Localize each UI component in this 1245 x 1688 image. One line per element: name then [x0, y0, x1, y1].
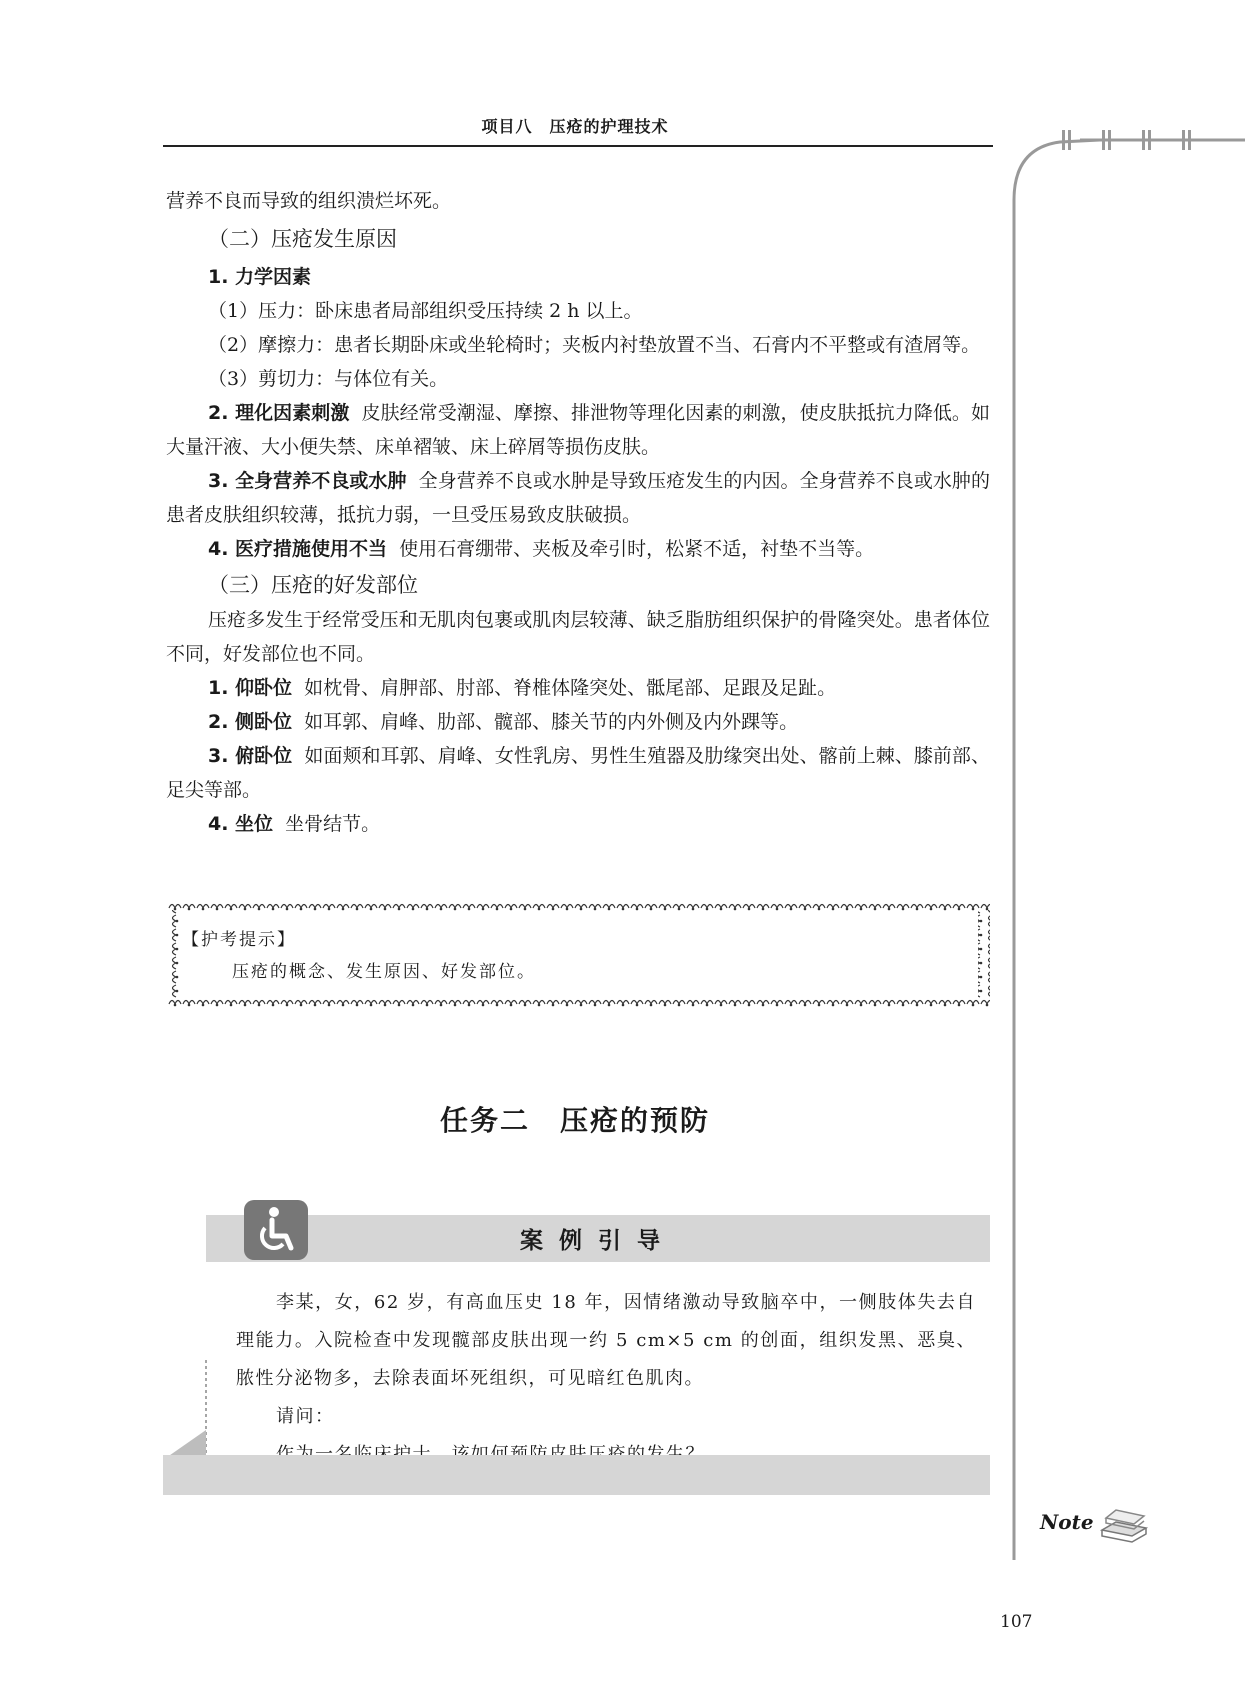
page-number: 107 — [1000, 1612, 1033, 1632]
item-heading-nutrition: 3. 全身营养不良或水肿 — [208, 470, 407, 492]
item-text-lateral: 如耳郭、肩峰、肋部、髋部、膝关节的内外侧及内外踝等。 — [304, 711, 799, 733]
item-text-medical: 使用石膏绷带、夹板及牵引时，松紧不适，衬垫不当等。 — [399, 538, 875, 560]
case-corner-decoration — [160, 1360, 210, 1460]
item-heading-physicochemical: 2. 理化因素刺激 — [208, 402, 350, 424]
paragraph-sites: 压疮多发生于经常受压和无肌肉包裹或肌肉层较薄、缺乏脂肪组织保护的骨隆突处。患者体位不同，好发部位也不同。 — [166, 609, 990, 665]
item-heading-medical: 4. 医疗措施使用不当 — [208, 538, 388, 560]
paragraph-medical — [166, 532, 990, 566]
books-icon — [1098, 1500, 1150, 1544]
paragraph-sitting — [166, 807, 990, 841]
paragraph-shear: （3）剪切力：与体位有关。 — [208, 368, 449, 390]
item-text-physicochemical: 皮肤经常受潮湿、摩擦、排泄物等理化因素的刺激，使皮肤抵抗力降低。如大量汗液、大小便失禁、床单褶皱、床上碎屑等损伤皮肤。 — [166, 402, 990, 458]
case-footer-band — [163, 1455, 990, 1495]
paragraph-physicochemical — [166, 396, 990, 464]
case-question-label: 请问： — [276, 1406, 335, 1427]
section-heading-causes: （二）压疮发生原因 — [208, 227, 397, 251]
item-heading-lateral: 2. 侧卧位 — [208, 711, 293, 733]
paragraph-prone — [166, 739, 990, 807]
section-heading-sites: （三）压疮的好发部位 — [208, 573, 418, 597]
margin-decoration — [1010, 130, 1245, 1560]
paragraph-continuation: 营养不良而导致的组织溃烂坏死。 — [166, 190, 452, 212]
paragraph-nutrition — [166, 464, 990, 532]
item-text-supine: 如枕骨、肩胛部、肘部、脊椎体隆突处、骶尾部、足跟及足趾。 — [304, 677, 837, 699]
case-paragraph: 李某，女，62 岁，有高血压史 18 年，因情绪激动导致脑卒中，一侧肢体失去自理能力。入院检查中发现髋部皮肤出现一约 5 cm×5 cm 的创面，组织发黑、恶臭、脓性分泌物多，去除表面坏死组织，可见暗红色肌肉。 — [236, 1292, 976, 1389]
item-text-nutrition: 全身营养不良或水肿是导致压疮发生的内因。全身营养不良或水肿的患者皮肤组织较薄，抵抗力弱，一旦受压易致皮肤破损。 — [166, 470, 990, 526]
body-section-causes — [166, 184, 990, 841]
case-title: 案例引导 — [520, 1227, 676, 1254]
note-label: Note — [1040, 1510, 1094, 1534]
item-text-sitting: 坐骨结节。 — [285, 813, 381, 835]
exam-hint-text: 压疮的概念、发生原因、好发部位。 — [232, 962, 536, 982]
paragraph-friction: （2）摩擦力：患者长期卧床或坐轮椅时；夹板内衬垫放置不当、石膏内不平整或有渣屑等。 — [208, 334, 981, 356]
paragraph-supine — [166, 671, 990, 705]
header-rule — [163, 145, 993, 147]
task-title: 任务二 压疮的预防 — [439, 1104, 710, 1137]
item-heading-sitting: 4. 坐位 — [208, 813, 274, 835]
paragraph-lateral — [166, 705, 990, 739]
item-heading-supine: 1. 仰卧位 — [208, 677, 293, 699]
item-heading-prone: 3. 俯卧位 — [208, 745, 293, 767]
running-header: 项目八 压疮的护理技术 — [481, 117, 669, 136]
exam-hint-border — [168, 900, 990, 1008]
paragraph-pressure: （1）压力：卧床患者局部组织受压持续 2 h 以上。 — [208, 300, 643, 322]
case-content — [236, 1284, 976, 1474]
exam-hint-title: 【护考提示】 — [182, 930, 296, 950]
item-heading-mechanical: 1. 力学因素 — [208, 266, 312, 288]
item-text-prone: 如面颊和耳郭、肩峰、女性乳房、男性生殖器及肋缘突出处、髂前上棘、膝前部、足尖等部。 — [166, 745, 990, 801]
